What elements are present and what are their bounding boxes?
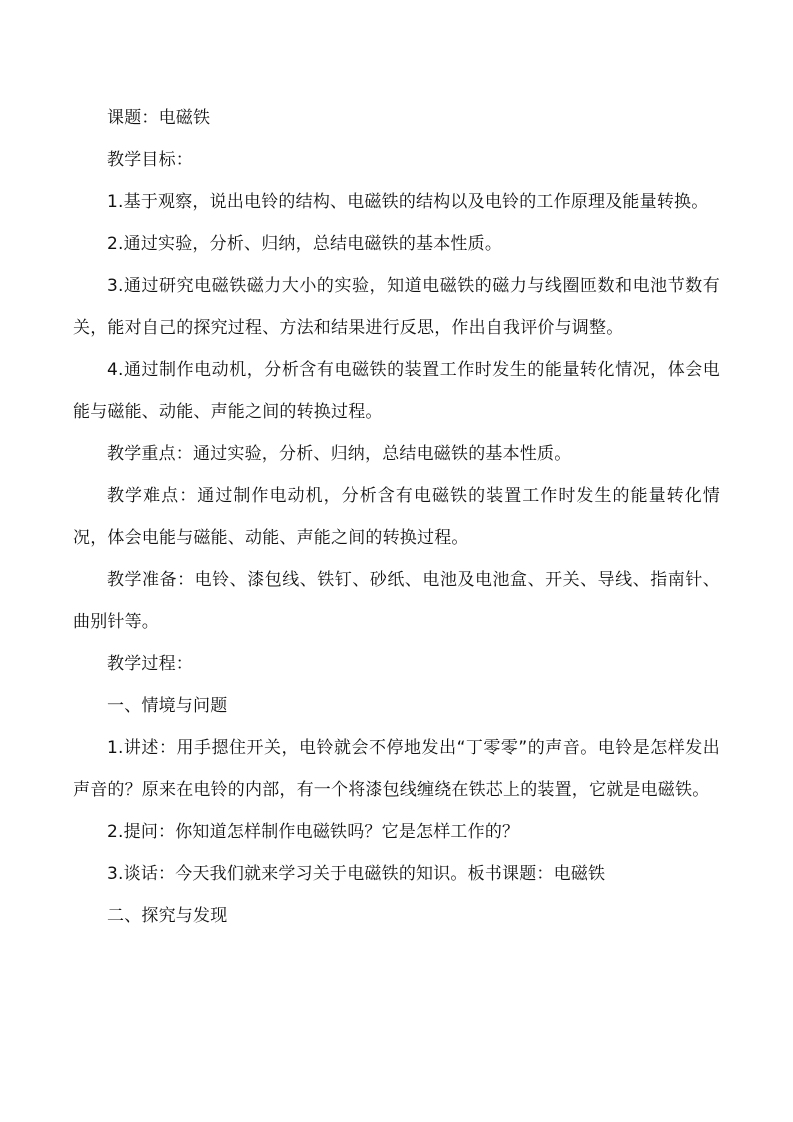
section-1-heading: 一、情境与问题	[107, 696, 228, 716]
objective-4: 4.通过制作电动机，分析含有电磁铁的装置工作时发生的能量转化情况，体会电能与磁能、动能、声能之间的转换过程。	[73, 360, 720, 422]
key-point: 教学重点：通过实验，分析、归纳，总结电磁铁的基本性质。	[107, 444, 572, 464]
objective-2: 2.通过实验，分析、归纳，总结电磁铁的基本性质。	[107, 234, 503, 254]
process-heading: 教学过程：	[107, 654, 193, 674]
objective-3: 3.通过研究电磁铁磁力大小的实验，知道电磁铁的磁力与线圈匝数和电池节数有关，能对自己的探究过程、方法和结果进行反思，作出自我评价与调整。	[73, 276, 720, 338]
lesson-title: 课题：电磁铁	[107, 108, 211, 128]
materials: 教学准备：电铃、漆包线、铁钉、砂纸、电池及电池盒、开关、导线、指南针、曲别针等。	[73, 570, 720, 632]
step-3: 3.谈话：今天我们就来学习关于电磁铁的知识。板书课题：电磁铁	[107, 864, 606, 884]
section-2-heading: 二、探究与发现	[107, 906, 228, 926]
step-1: 1.讲述：用手摁住开关，电铃就会不停地发出“丁零零”的声音。电铃是怎样发出声音的？原来在电铃的内部，有一个将漆包线缠绕在铁芯上的装置，它就是电磁铁。	[73, 738, 720, 800]
step-2: 2.提问：你知道怎样制作电磁铁吗？它是怎样工作的？	[107, 822, 520, 842]
objectives-heading: 教学目标：	[107, 150, 193, 170]
difficult-point: 教学难点：通过制作电动机，分析含有电磁铁的装置工作时发生的能量转化情况，体会电能与磁能、动能、声能之间的转换过程。	[73, 486, 720, 548]
objective-1: 1.基于观察，说出电铃的结构、电磁铁的结构以及电铃的工作原理及能量转换。	[107, 192, 709, 212]
